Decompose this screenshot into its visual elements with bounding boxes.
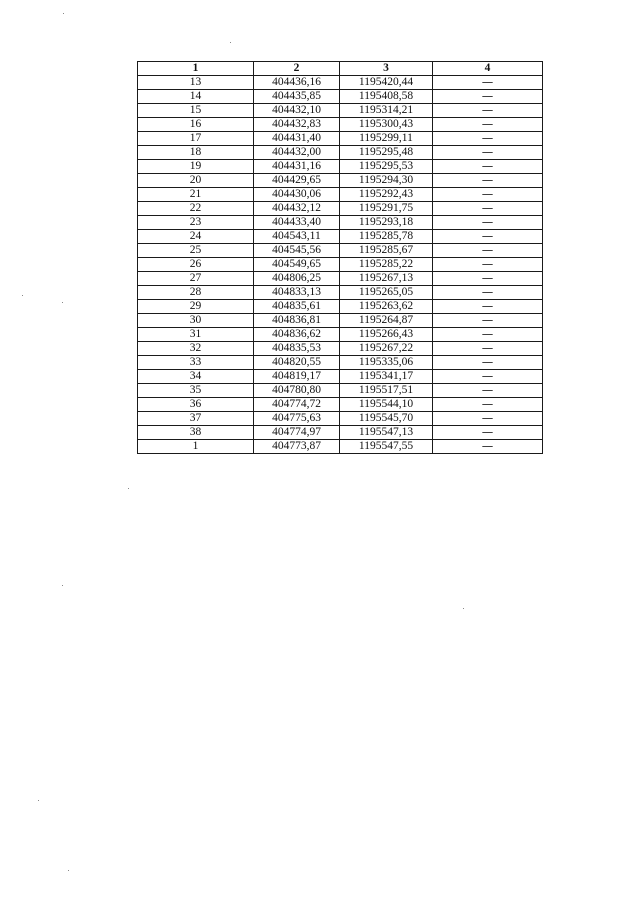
table-row bbox=[138, 146, 543, 160]
y-coordinate-cell: 1195267,22 bbox=[340, 342, 433, 356]
x-coordinate-cell: 404432,83 bbox=[254, 118, 340, 132]
y-coordinate-cell: 1195517,51 bbox=[340, 384, 433, 398]
y-coordinate-cell: 1195265,05 bbox=[340, 286, 433, 300]
x-coordinate-cell: 404429,65 bbox=[254, 174, 340, 188]
table-row bbox=[138, 384, 543, 398]
y-coordinate-cell: 1195285,78 bbox=[340, 230, 433, 244]
y-coordinate-cell: 1195299,11 bbox=[340, 132, 433, 146]
note-cell: — bbox=[433, 146, 543, 160]
table-row bbox=[138, 202, 543, 216]
table-row bbox=[138, 342, 543, 356]
point-number-cell: 13 bbox=[138, 76, 254, 90]
note-cell: — bbox=[433, 230, 543, 244]
point-number-cell: 21 bbox=[138, 188, 254, 202]
table-row bbox=[138, 258, 543, 272]
note-cell: — bbox=[433, 216, 543, 230]
table-body bbox=[138, 76, 543, 454]
point-number-cell: 20 bbox=[138, 174, 254, 188]
table-row bbox=[138, 90, 543, 104]
table-row bbox=[138, 398, 543, 412]
point-number-cell: 16 bbox=[138, 118, 254, 132]
scan-speck bbox=[128, 488, 129, 489]
note-cell: — bbox=[433, 258, 543, 272]
x-coordinate-cell: 404431,16 bbox=[254, 160, 340, 174]
x-coordinate-cell: 404774,97 bbox=[254, 426, 340, 440]
note-cell: — bbox=[433, 76, 543, 90]
note-cell: — bbox=[433, 272, 543, 286]
table-row bbox=[138, 440, 543, 454]
note-cell: — bbox=[433, 188, 543, 202]
point-number-cell: 27 bbox=[138, 272, 254, 286]
y-coordinate-cell: 1195420,44 bbox=[340, 76, 433, 90]
note-cell: — bbox=[433, 356, 543, 370]
point-number-cell: 23 bbox=[138, 216, 254, 230]
point-number-cell: 28 bbox=[138, 286, 254, 300]
point-number-cell: 36 bbox=[138, 398, 254, 412]
point-number-cell: 24 bbox=[138, 230, 254, 244]
table-row bbox=[138, 188, 543, 202]
table-row bbox=[138, 216, 543, 230]
x-coordinate-cell: 404435,85 bbox=[254, 90, 340, 104]
x-coordinate-cell: 404820,55 bbox=[254, 356, 340, 370]
x-coordinate-cell: 404431,40 bbox=[254, 132, 340, 146]
note-cell: — bbox=[433, 160, 543, 174]
y-coordinate-cell: 1195547,55 bbox=[340, 440, 433, 454]
note-cell: — bbox=[433, 202, 543, 216]
note-cell: — bbox=[433, 314, 543, 328]
point-number-cell: 17 bbox=[138, 132, 254, 146]
x-coordinate-cell: 404835,53 bbox=[254, 342, 340, 356]
note-cell: — bbox=[433, 286, 543, 300]
table-row bbox=[138, 160, 543, 174]
note-cell: — bbox=[433, 244, 543, 258]
table-row bbox=[138, 286, 543, 300]
table-row bbox=[138, 104, 543, 118]
table-row bbox=[138, 230, 543, 244]
x-coordinate-cell: 404775,63 bbox=[254, 412, 340, 426]
note-cell: — bbox=[433, 174, 543, 188]
table-row bbox=[138, 272, 543, 286]
point-number-cell: 18 bbox=[138, 146, 254, 160]
table-row bbox=[138, 174, 543, 188]
x-coordinate-cell: 404545,56 bbox=[254, 244, 340, 258]
scan-speck bbox=[62, 585, 63, 586]
x-coordinate-cell: 404773,87 bbox=[254, 440, 340, 454]
y-coordinate-cell: 1195294,30 bbox=[340, 174, 433, 188]
scan-speck bbox=[68, 870, 69, 871]
point-number-cell: 19 bbox=[138, 160, 254, 174]
note-cell: — bbox=[433, 132, 543, 146]
y-coordinate-cell: 1195547,13 bbox=[340, 426, 433, 440]
scan-speck bbox=[63, 13, 64, 14]
scan-speck bbox=[463, 608, 464, 609]
x-coordinate-cell: 404806,25 bbox=[254, 272, 340, 286]
y-coordinate-cell: 1195341,17 bbox=[340, 370, 433, 384]
y-coordinate-cell: 1195295,53 bbox=[340, 160, 433, 174]
table-header-row bbox=[138, 62, 543, 76]
note-cell: — bbox=[433, 328, 543, 342]
y-coordinate-cell: 1195263,62 bbox=[340, 300, 433, 314]
note-cell: — bbox=[433, 342, 543, 356]
y-coordinate-cell: 1195264,87 bbox=[340, 314, 433, 328]
x-coordinate-cell: 404432,10 bbox=[254, 104, 340, 118]
note-cell: — bbox=[433, 440, 543, 454]
y-coordinate-cell: 1195292,43 bbox=[340, 188, 433, 202]
note-cell: — bbox=[433, 426, 543, 440]
y-coordinate-cell: 1195285,22 bbox=[340, 258, 433, 272]
table-row bbox=[138, 412, 543, 426]
point-number-cell: 30 bbox=[138, 314, 254, 328]
x-coordinate-cell: 404835,61 bbox=[254, 300, 340, 314]
y-coordinate-cell: 1195291,75 bbox=[340, 202, 433, 216]
x-coordinate-cell: 404432,12 bbox=[254, 202, 340, 216]
y-coordinate-cell: 1195293,18 bbox=[340, 216, 433, 230]
note-cell: — bbox=[433, 90, 543, 104]
table-row bbox=[138, 328, 543, 342]
table-row bbox=[138, 244, 543, 258]
y-coordinate-cell: 1195314,21 bbox=[340, 104, 433, 118]
y-coordinate-cell: 1195408,58 bbox=[340, 90, 433, 104]
point-number-cell: 1 bbox=[138, 440, 254, 454]
coordinates-table bbox=[137, 61, 543, 454]
x-coordinate-cell: 404836,62 bbox=[254, 328, 340, 342]
note-cell: — bbox=[433, 104, 543, 118]
table-row bbox=[138, 314, 543, 328]
point-number-cell: 22 bbox=[138, 202, 254, 216]
note-cell: — bbox=[433, 412, 543, 426]
column-header-3: 3 bbox=[340, 62, 433, 76]
point-number-cell: 25 bbox=[138, 244, 254, 258]
point-number-cell: 31 bbox=[138, 328, 254, 342]
x-coordinate-cell: 404836,81 bbox=[254, 314, 340, 328]
scan-speck bbox=[62, 302, 63, 303]
x-coordinate-cell: 404433,40 bbox=[254, 216, 340, 230]
note-cell: — bbox=[433, 118, 543, 132]
column-header-2: 2 bbox=[254, 62, 340, 76]
note-cell: — bbox=[433, 370, 543, 384]
y-coordinate-cell: 1195545,70 bbox=[340, 412, 433, 426]
y-coordinate-cell: 1195335,06 bbox=[340, 356, 433, 370]
x-coordinate-cell: 404780,80 bbox=[254, 384, 340, 398]
point-number-cell: 37 bbox=[138, 412, 254, 426]
scan-speck bbox=[230, 42, 231, 43]
column-header-1: 1 bbox=[138, 62, 254, 76]
x-coordinate-cell: 404819,17 bbox=[254, 370, 340, 384]
table-row bbox=[138, 370, 543, 384]
y-coordinate-cell: 1195285,67 bbox=[340, 244, 433, 258]
point-number-cell: 33 bbox=[138, 356, 254, 370]
x-coordinate-cell: 404833,13 bbox=[254, 286, 340, 300]
note-cell: — bbox=[433, 300, 543, 314]
y-coordinate-cell: 1195300,43 bbox=[340, 118, 433, 132]
table-row bbox=[138, 426, 543, 440]
y-coordinate-cell: 1195267,13 bbox=[340, 272, 433, 286]
scan-speck bbox=[38, 800, 39, 801]
point-number-cell: 15 bbox=[138, 104, 254, 118]
table-row bbox=[138, 300, 543, 314]
x-coordinate-cell: 404430,06 bbox=[254, 188, 340, 202]
x-coordinate-cell: 404543,11 bbox=[254, 230, 340, 244]
scan-speck bbox=[22, 295, 23, 296]
x-coordinate-cell: 404774,72 bbox=[254, 398, 340, 412]
y-coordinate-cell: 1195544,10 bbox=[340, 398, 433, 412]
y-coordinate-cell: 1195266,43 bbox=[340, 328, 433, 342]
x-coordinate-cell: 404436,16 bbox=[254, 76, 340, 90]
y-coordinate-cell: 1195295,48 bbox=[340, 146, 433, 160]
table-row bbox=[138, 76, 543, 90]
point-number-cell: 26 bbox=[138, 258, 254, 272]
column-header-4: 4 bbox=[433, 62, 543, 76]
note-cell: — bbox=[433, 398, 543, 412]
point-number-cell: 32 bbox=[138, 342, 254, 356]
table-row bbox=[138, 132, 543, 146]
point-number-cell: 35 bbox=[138, 384, 254, 398]
table-row bbox=[138, 356, 543, 370]
table-row bbox=[138, 118, 543, 132]
point-number-cell: 38 bbox=[138, 426, 254, 440]
x-coordinate-cell: 404549,65 bbox=[254, 258, 340, 272]
note-cell: — bbox=[433, 384, 543, 398]
point-number-cell: 14 bbox=[138, 90, 254, 104]
point-number-cell: 34 bbox=[138, 370, 254, 384]
point-number-cell: 29 bbox=[138, 300, 254, 314]
x-coordinate-cell: 404432,00 bbox=[254, 146, 340, 160]
